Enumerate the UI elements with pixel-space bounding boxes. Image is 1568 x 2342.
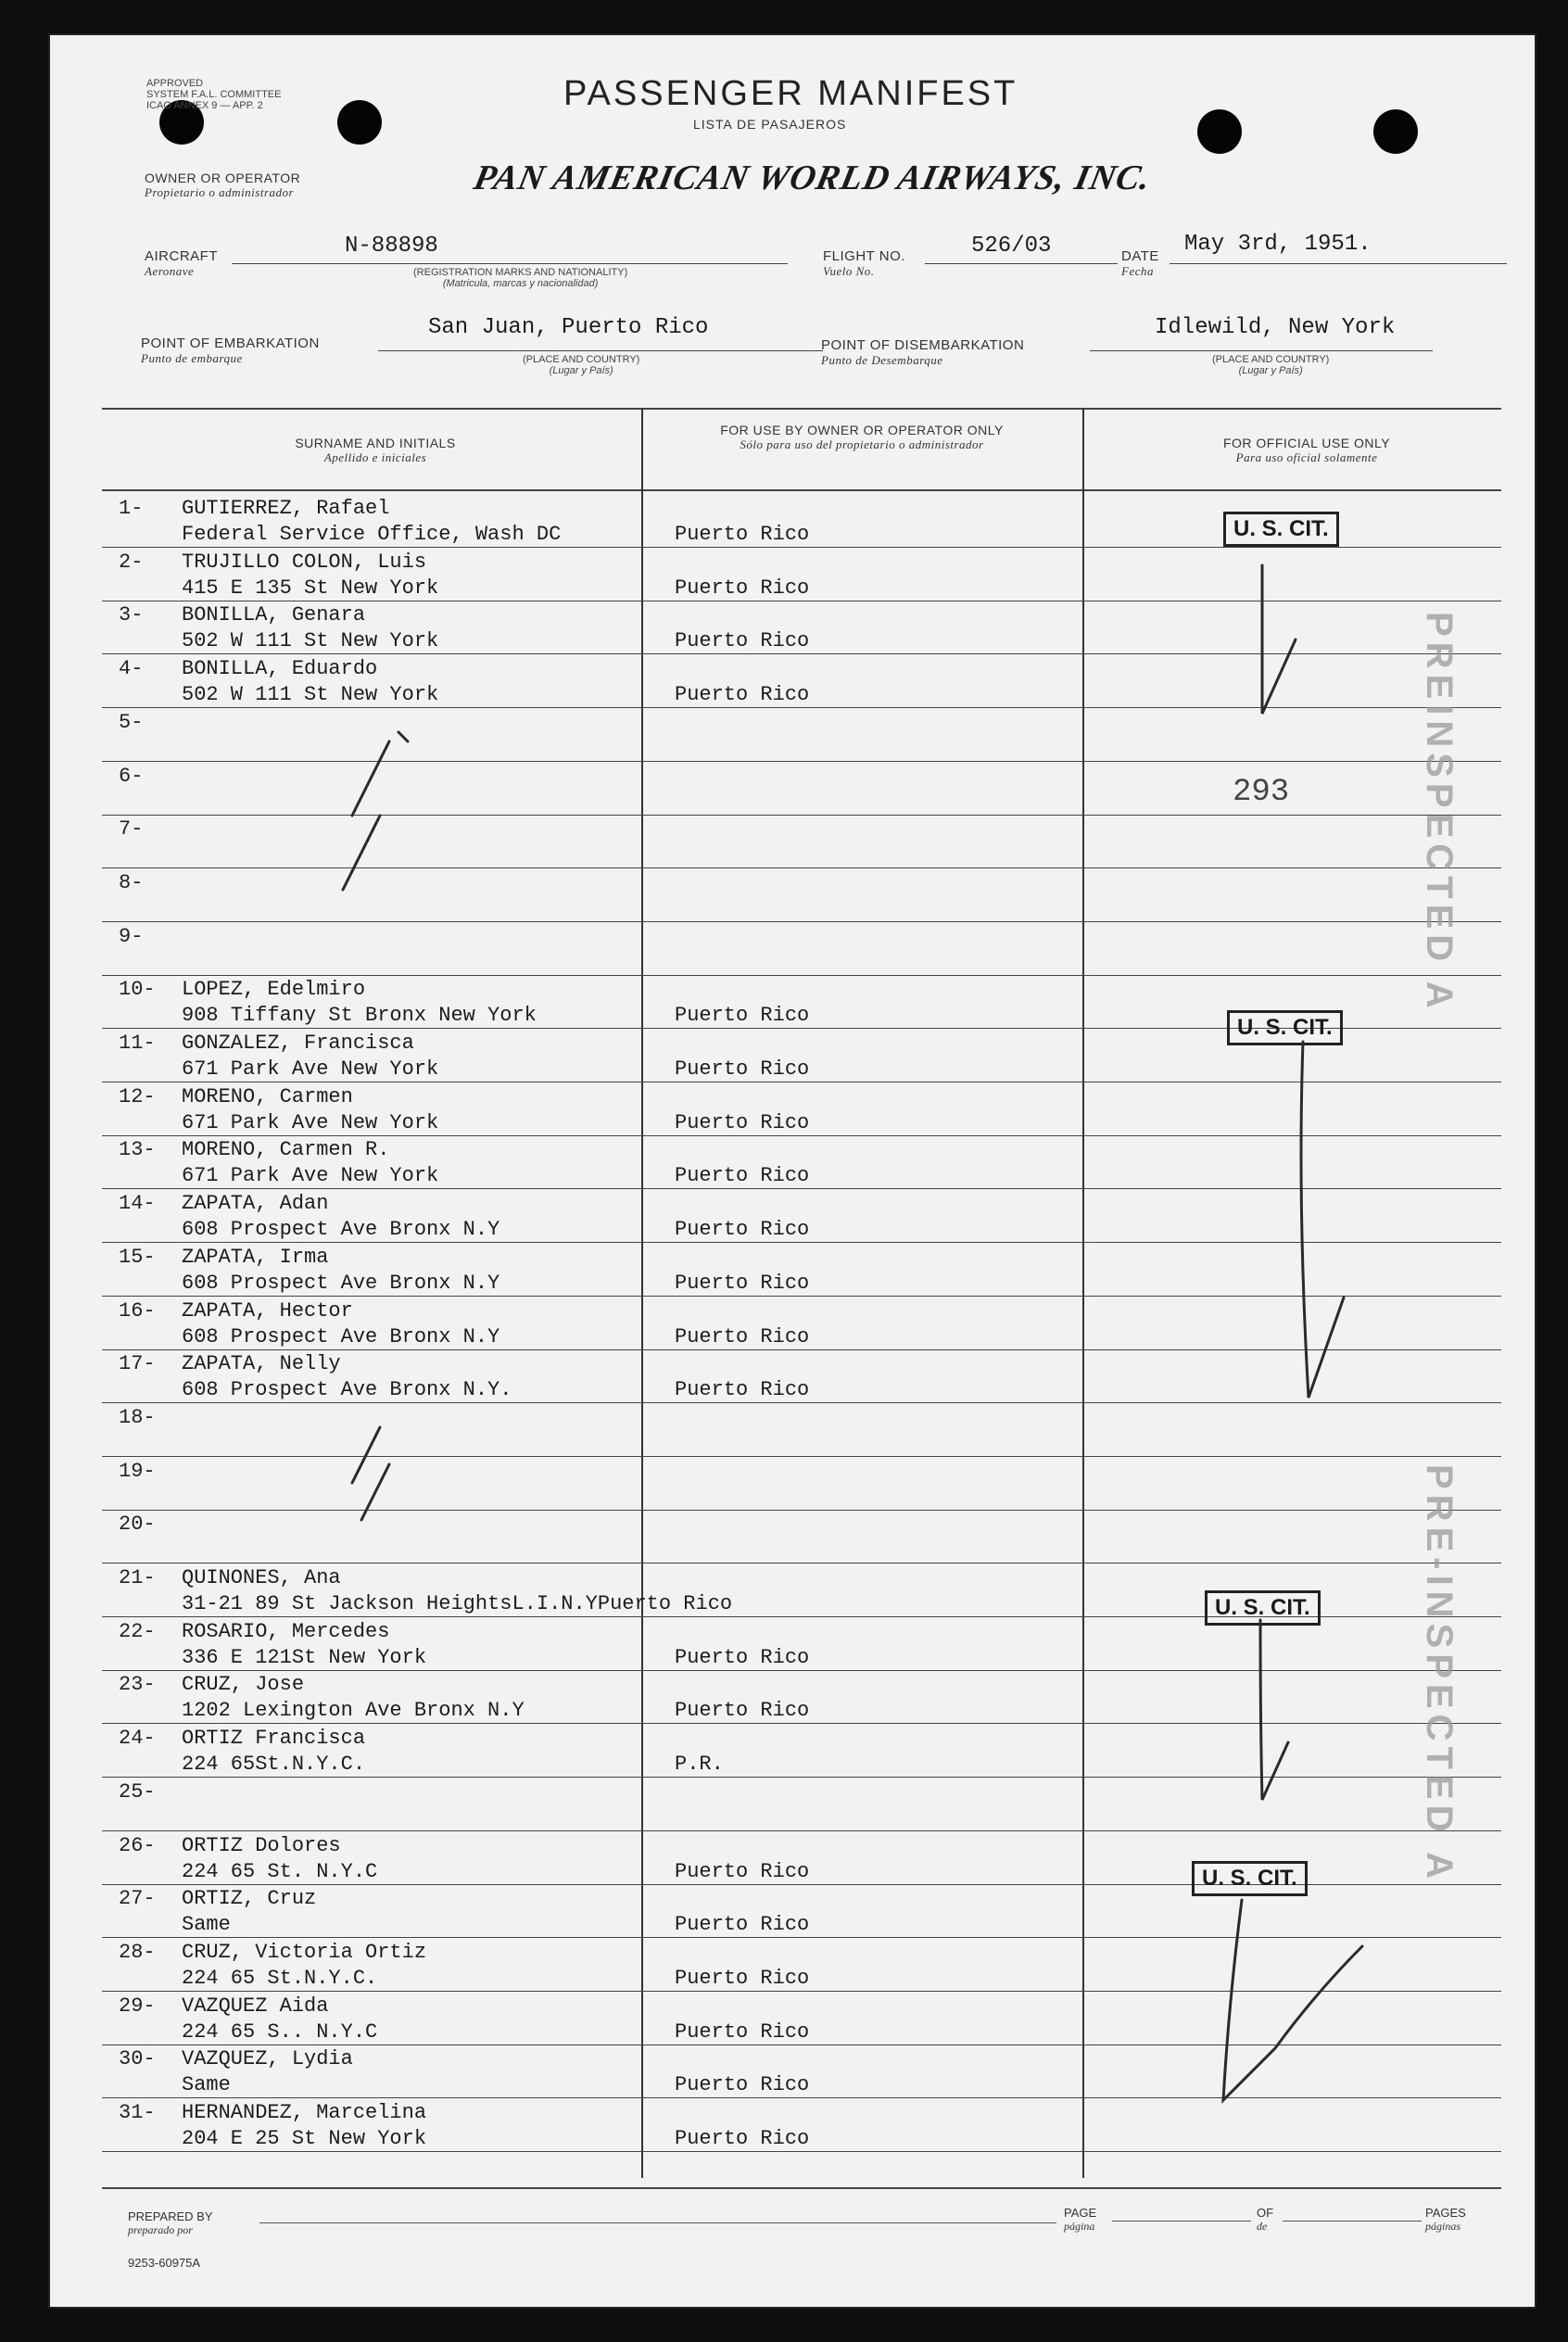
row-number: 21- bbox=[119, 1566, 156, 1589]
passenger-address: 608 Prospect Ave Bronx N.Y bbox=[182, 1325, 500, 1348]
row-number: 5- bbox=[119, 711, 144, 734]
passenger-country: Puerto Rico bbox=[675, 1272, 810, 1295]
flight-label-en: FLIGHT NO. bbox=[823, 248, 905, 264]
passenger-country: Puerto Rico bbox=[675, 1860, 810, 1883]
row-number: 28- bbox=[119, 1941, 156, 1964]
passenger-address: 31-21 89 St Jackson HeightsL.I.N.YPuerto Rico bbox=[182, 1592, 733, 1615]
row-number: 26- bbox=[119, 1834, 156, 1857]
passenger-address: 502 W 111 St New York bbox=[182, 683, 439, 706]
page-label-es: página bbox=[1064, 2220, 1095, 2233]
pages-label-es: páginas bbox=[1425, 2220, 1461, 2233]
row-number: 8- bbox=[119, 871, 144, 894]
passenger-address: Federal Service Office, Wash DC bbox=[182, 523, 562, 546]
passenger-name: HERNANDEZ, Marcelina bbox=[182, 2101, 427, 2124]
of-label-es: de bbox=[1257, 2220, 1268, 2233]
us-cit-stamp: U. S. CIT. bbox=[1223, 512, 1339, 547]
passenger-country: Puerto Rico bbox=[675, 1218, 810, 1241]
passenger-country: Puerto Rico bbox=[675, 1057, 810, 1081]
passenger-name: ORTIZ Francisca bbox=[182, 1727, 366, 1750]
passenger-name: LOPEZ, Edelmiro bbox=[182, 978, 366, 1001]
passenger-address: 224 65St.N.Y.C. bbox=[182, 1753, 366, 1776]
prepared-by-en: PREPARED BY bbox=[128, 2209, 213, 2223]
aircraft-label-es: Aeronave bbox=[145, 264, 195, 278]
disembarkation-label-en: POINT OF DISEMBARKATION bbox=[821, 337, 1025, 353]
passenger-name: GONZALEZ, Francisca bbox=[182, 1032, 414, 1055]
passenger-address: 336 E 121St New York bbox=[182, 1646, 427, 1669]
pages-label-en: PAGES bbox=[1425, 2206, 1466, 2220]
embarkation-caption-es: (Lugar y País) bbox=[549, 365, 613, 376]
passenger-name: ZAPATA, Nelly bbox=[182, 1352, 341, 1375]
row-number: 24- bbox=[119, 1727, 156, 1750]
disembarkation-caption-es: (Lugar y País) bbox=[1238, 365, 1303, 376]
row-number: 27- bbox=[119, 1887, 156, 1910]
row-number: 30- bbox=[119, 2047, 156, 2070]
row-number: 13- bbox=[119, 1138, 156, 1161]
passenger-name: ORTIZ Dolores bbox=[182, 1834, 341, 1857]
column-header-official-en: FOR OFFICIAL USE ONLY bbox=[1222, 436, 1391, 450]
passenger-country: Puerto Rico bbox=[675, 1004, 810, 1027]
flight-value: 526/03 bbox=[971, 234, 1052, 259]
page-subtitle: LISTA DE PASAJEROS bbox=[693, 117, 847, 132]
of-label bbox=[1257, 2206, 1273, 2234]
passenger-name: BONILLA, Genara bbox=[182, 603, 366, 627]
owner-label-es: Propietario o administrador bbox=[145, 185, 295, 199]
flight-label-es: Vuelo No. bbox=[823, 264, 875, 278]
page-title: PASSENGER MANIFEST bbox=[563, 74, 1018, 113]
row-number: 15- bbox=[119, 1246, 156, 1269]
row-number: 9- bbox=[119, 925, 144, 948]
column-header-owner-en: FOR USE BY OWNER OR OPERATOR ONLY bbox=[720, 423, 1004, 437]
date-label-es: Fecha bbox=[1121, 264, 1154, 278]
passenger-country: Puerto Rico bbox=[675, 1325, 810, 1348]
passenger-name: ZAPATA, Adan bbox=[182, 1192, 329, 1215]
pages-label bbox=[1425, 2206, 1466, 2234]
passenger-country: Puerto Rico bbox=[675, 1699, 810, 1722]
passenger-country: Puerto Rico bbox=[675, 1111, 810, 1134]
passenger-address: 608 Prospect Ave Bronx N.Y. bbox=[182, 1378, 512, 1401]
row-number: 7- bbox=[119, 817, 144, 841]
passenger-name: ZAPATA, Hector bbox=[182, 1299, 353, 1323]
us-cit-stamp: U. S. CIT. bbox=[1205, 1590, 1321, 1626]
row-number: 2- bbox=[119, 551, 144, 574]
preinspected-stamp: PRE-INSPECTED A bbox=[1419, 1464, 1460, 1885]
aircraft-value: N-88898 bbox=[345, 234, 438, 259]
passenger-address: 204 E 25 St New York bbox=[182, 2127, 427, 2150]
passenger-country: Puerto Rico bbox=[675, 1913, 810, 1936]
of-line bbox=[1283, 2221, 1422, 2222]
page-label bbox=[1064, 2206, 1096, 2234]
approved-line: SYSTEM F.A.L. COMMITTEE bbox=[146, 89, 282, 100]
form-number: 9253-60975A bbox=[128, 2256, 201, 2270]
column-header-surname-en: SURNAME AND INITIALS bbox=[295, 436, 456, 450]
passenger-country: Puerto Rico bbox=[675, 1967, 810, 1990]
disembarkation-value: Idlewild, New York bbox=[1155, 315, 1396, 340]
passenger-address: 224 65 St. N.Y.C bbox=[182, 1860, 378, 1883]
count-figure: 293 bbox=[1233, 775, 1290, 810]
approved-line: APPROVED bbox=[146, 78, 204, 89]
aircraft-caption-en: (REGISTRATION MARKS AND NATIONALITY) bbox=[413, 267, 628, 278]
passenger-address: 671 Park Ave New York bbox=[182, 1164, 439, 1187]
row-number: 16- bbox=[119, 1299, 156, 1323]
passenger-address: 224 65 St.N.Y.C. bbox=[182, 1967, 378, 1990]
approved-line: ICAO ANNEX 9 — APP. 2 bbox=[146, 100, 263, 111]
passenger-country: Puerto Rico bbox=[675, 683, 810, 706]
passenger-address: 908 Tiffany St Bronx New York bbox=[182, 1004, 537, 1027]
row-number: 1- bbox=[119, 497, 144, 520]
row-number: 10- bbox=[119, 978, 156, 1001]
passenger-name: BONILLA, Eduardo bbox=[182, 657, 378, 680]
column-header-official-es: Para uso oficial solamente bbox=[1235, 450, 1378, 464]
page-label-en: PAGE bbox=[1064, 2206, 1097, 2220]
preinspected-stamp: PREINSPECTED A bbox=[1419, 612, 1460, 1014]
aircraft-caption-es: (Matricula, marcas y nacionalidad) bbox=[442, 278, 599, 289]
passenger-address: 608 Prospect Ave Bronx N.Y bbox=[182, 1218, 500, 1241]
passenger-name: CRUZ, Jose bbox=[182, 1673, 305, 1696]
row-number: 31- bbox=[119, 2101, 156, 2124]
row-number: 29- bbox=[119, 1994, 156, 2018]
passenger-address: 671 Park Ave New York bbox=[182, 1057, 439, 1081]
owner-label-en: OWNER OR OPERATOR bbox=[145, 171, 301, 185]
passenger-country: Puerto Rico bbox=[675, 629, 810, 652]
passenger-name: VAZQUEZ, Lydia bbox=[182, 2047, 353, 2070]
row-number: 3- bbox=[119, 603, 144, 627]
us-cit-stamp: U. S. CIT. bbox=[1192, 1861, 1308, 1896]
passenger-name: CRUZ, Victoria Ortiz bbox=[182, 1941, 427, 1964]
footer-rule bbox=[102, 2187, 1501, 2189]
passenger-name: ORTIZ, Cruz bbox=[182, 1887, 317, 1910]
passenger-address: 502 W 111 St New York bbox=[182, 629, 439, 652]
embarkation-label-es: Punto de embarque bbox=[141, 351, 243, 365]
aircraft-label-en: AIRCRAFT bbox=[145, 248, 218, 264]
embarkation-value: San Juan, Puerto Rico bbox=[428, 315, 709, 340]
of-label-en: OF bbox=[1257, 2206, 1274, 2220]
passenger-country: Puerto Rico bbox=[675, 1646, 810, 1669]
page-line bbox=[1112, 2221, 1251, 2222]
row-number: 4- bbox=[119, 657, 144, 680]
passenger-name: ZAPATA, Irma bbox=[182, 1246, 329, 1269]
row-number: 20- bbox=[119, 1513, 156, 1536]
prepared-by-es: preparado por bbox=[128, 2223, 193, 2236]
column-header-owner-es: Sólo para uso del propietario o administrador bbox=[740, 437, 984, 451]
disembarkation-caption-en: (PLACE AND COUNTRY) bbox=[1212, 354, 1330, 365]
company-logo-text: PAN AMERICAN WORLD AIRWAYS, INC. bbox=[470, 158, 1156, 197]
passenger-address: Same bbox=[182, 2073, 231, 2096]
disembarkation-label-es: Punto de Desembarque bbox=[821, 353, 943, 367]
row-number: 11- bbox=[119, 1032, 156, 1055]
passenger-country: Puerto Rico bbox=[675, 2020, 810, 2044]
prepared-by-line bbox=[259, 2222, 1056, 2223]
passenger-country: Puerto Rico bbox=[675, 523, 810, 546]
us-cit-stamp: U. S. CIT. bbox=[1227, 1010, 1343, 1045]
column-header-surname-es: Apellido e iniciales bbox=[323, 450, 427, 464]
row-number: 14- bbox=[119, 1192, 156, 1215]
embarkation-label-en: POINT OF EMBARKATION bbox=[141, 335, 320, 351]
passenger-address: 671 Park Ave New York bbox=[182, 1111, 439, 1134]
passenger-address: 415 E 135 St New York bbox=[182, 576, 439, 600]
passenger-country: Puerto Rico bbox=[675, 1164, 810, 1187]
passenger-address: Same bbox=[182, 1913, 231, 1936]
passenger-name: MORENO, Carmen R. bbox=[182, 1138, 390, 1161]
date-label-en: DATE bbox=[1121, 248, 1159, 264]
passenger-country: Puerto Rico bbox=[675, 2127, 810, 2150]
passenger-country: Puerto Rico bbox=[675, 2073, 810, 2096]
passenger-address: 1202 Lexington Ave Bronx N.Y bbox=[182, 1699, 525, 1722]
date-value: May 3rd, 1951. bbox=[1184, 232, 1372, 257]
passenger-name: MORENO, Carmen bbox=[182, 1085, 353, 1108]
row-number: 12- bbox=[119, 1085, 156, 1108]
passenger-name: GUTIERREZ, Rafael bbox=[182, 497, 390, 520]
passenger-name: TRUJILLO COLON, Luis bbox=[182, 551, 427, 574]
row-number: 6- bbox=[119, 765, 144, 788]
passenger-country: Puerto Rico bbox=[675, 1378, 810, 1401]
passenger-name: VAZQUEZ Aida bbox=[182, 1994, 329, 2018]
passenger-name: QUINONES, Ana bbox=[182, 1566, 341, 1589]
passenger-country: P.R. bbox=[675, 1753, 724, 1776]
passenger-address: 224 65 S.. N.Y.C bbox=[182, 2020, 378, 2044]
passenger-address: 608 Prospect Ave Bronx N.Y bbox=[182, 1272, 500, 1295]
row-number: 18- bbox=[119, 1406, 156, 1429]
embarkation-caption-en: (PLACE AND COUNTRY) bbox=[523, 354, 640, 365]
passenger-country: Puerto Rico bbox=[675, 576, 810, 600]
row-number: 25- bbox=[119, 1780, 156, 1804]
row-number: 22- bbox=[119, 1620, 156, 1643]
passenger-name: ROSARIO, Mercedes bbox=[182, 1620, 390, 1643]
row-number: 17- bbox=[119, 1352, 156, 1375]
row-number: 23- bbox=[119, 1673, 156, 1696]
prepared-by-label bbox=[128, 2209, 213, 2237]
row-number: 19- bbox=[119, 1460, 156, 1483]
